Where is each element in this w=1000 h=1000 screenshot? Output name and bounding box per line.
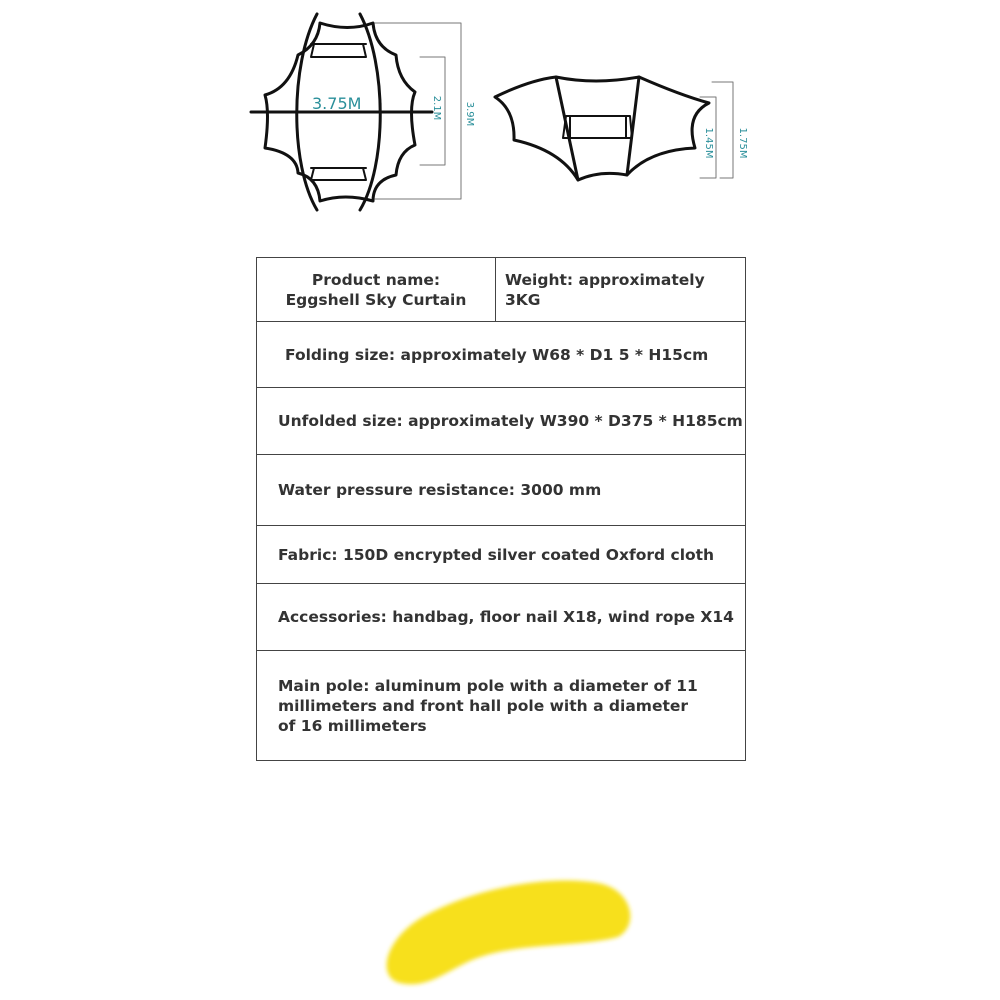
- product-name-line: Product name:: [311, 270, 441, 289]
- main-pole-cell: [257, 651, 746, 761]
- spec-row-main-pole: [257, 651, 746, 761]
- main-pole-line-2: millimeters and front hall pole with a diameter: [278, 696, 689, 715]
- spec-row-fabric: [257, 526, 746, 584]
- yellow-curved-decoration: [370, 865, 650, 995]
- fabric-cell: Fabric: 150D encrypted silver coated Oxford cloth: [257, 526, 746, 584]
- weight-cell: Weight: approximately 3KG: [496, 258, 746, 322]
- spec-row-folding-size: [257, 322, 746, 388]
- side-view-outline: [495, 77, 709, 180]
- top-view-front-door: [311, 44, 366, 57]
- yellow-blob-shape: [387, 881, 631, 985]
- unfolded-size-cell: Unfolded size: approximately W390 * D375 * H185cm: [257, 388, 746, 455]
- side-view-diagram: [495, 77, 733, 180]
- water-pressure-cell: Water pressure resistance: 3000 mm: [257, 455, 746, 526]
- side-view-inner-height-label: 1.45M: [703, 127, 714, 159]
- top-view-width-label: 3.75M: [312, 94, 362, 113]
- side-view-right-pole: [627, 77, 639, 175]
- spec-row-water-pressure: [257, 455, 746, 526]
- top-view-outer-depth-label: 3.9M: [464, 101, 475, 127]
- folding-size-cell: Folding size: approximately W68 * D1 5 * H15cm: [257, 322, 746, 388]
- accessories-cell: Accessories: handbag, floor nail X18, wind rope X14: [257, 584, 746, 651]
- spec-row-unfolded-size: [257, 388, 746, 455]
- tent-dimension-diagram: [0, 0, 1000, 240]
- main-pole-line-3: of 16 millimeters: [278, 716, 427, 735]
- product-name-cell: [257, 258, 496, 322]
- side-view-outer-height-label: 1.75M: [737, 127, 748, 159]
- side-view-outer-dimension-line: [712, 82, 733, 178]
- top-view-inner-depth-label: 2.1M: [431, 95, 442, 121]
- main-pole-line-1: Main pole: aluminum pole with a diameter of 11: [278, 676, 698, 695]
- top-view-rear-door: [311, 168, 366, 180]
- side-view-door: [563, 116, 632, 138]
- spec-table: [256, 257, 746, 761]
- product-name-value: Eggshell Sky Curtain: [285, 290, 467, 309]
- spec-row-name-weight: [257, 258, 746, 322]
- spec-row-accessories: [257, 584, 746, 651]
